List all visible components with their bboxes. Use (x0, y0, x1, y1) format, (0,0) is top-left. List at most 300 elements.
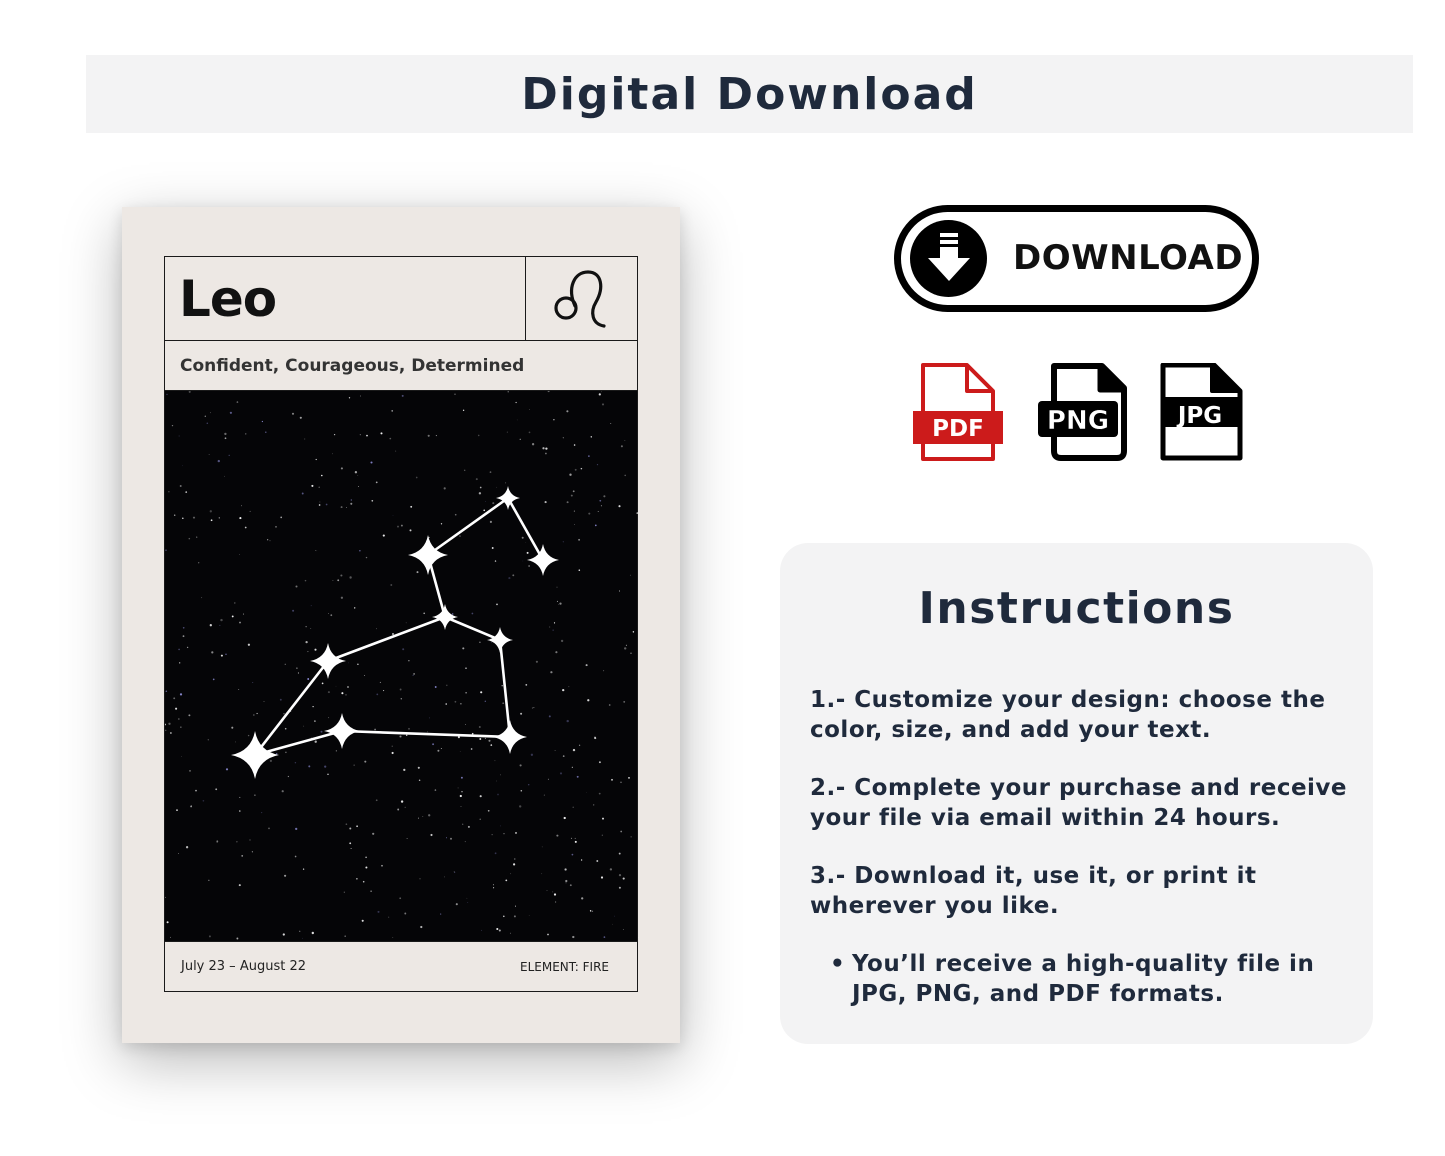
instructions-title: Instructions (918, 583, 1235, 634)
background-star (441, 748, 442, 749)
background-star (485, 738, 486, 739)
background-star (460, 703, 462, 705)
background-star (408, 728, 410, 730)
background-star (490, 471, 492, 473)
background-star (392, 752, 394, 754)
footer-row (165, 941, 637, 991)
background-star (230, 412, 232, 414)
background-star (364, 761, 366, 763)
background-star (376, 628, 377, 629)
background-star (446, 685, 447, 686)
background-star (601, 505, 602, 506)
background-star (525, 542, 526, 543)
background-star (476, 478, 478, 480)
background-star (553, 630, 554, 631)
background-star (315, 741, 317, 743)
background-star (225, 437, 227, 439)
background-star (492, 502, 494, 504)
background-star (179, 436, 180, 437)
background-star (573, 490, 575, 492)
background-star (215, 788, 217, 790)
background-star (176, 809, 178, 811)
background-star (534, 707, 535, 708)
background-star (170, 732, 172, 734)
background-star (314, 649, 316, 651)
pdf-label: PDF (932, 416, 984, 442)
background-star (189, 538, 191, 540)
background-star (565, 880, 567, 882)
background-star (285, 752, 286, 753)
background-star (516, 402, 517, 403)
background-star (455, 514, 457, 516)
background-star (491, 642, 492, 643)
background-star (210, 412, 211, 413)
background-star (623, 701, 625, 703)
background-star (624, 475, 626, 477)
background-star (495, 560, 496, 561)
background-star (592, 911, 593, 912)
background-star (420, 926, 422, 928)
background-star (315, 550, 316, 551)
background-star (611, 779, 613, 781)
formats-note-text: You’ll receive a high-quality file in JPG, PNG, and PDF formats. (852, 951, 1315, 1007)
background-star (165, 897, 166, 898)
background-star (216, 840, 218, 842)
background-star (330, 614, 332, 616)
background-star (261, 812, 262, 813)
background-star (490, 521, 492, 523)
background-star (485, 701, 486, 702)
background-star (432, 743, 434, 745)
background-star (288, 776, 289, 777)
background-star (519, 805, 521, 807)
background-star (623, 878, 625, 880)
background-star (620, 831, 622, 833)
background-star (577, 776, 579, 778)
jpg-file-icon (1158, 363, 1244, 467)
background-star (295, 585, 297, 587)
background-star (295, 762, 296, 763)
background-star (238, 689, 239, 690)
background-star (435, 789, 437, 791)
background-star (614, 916, 615, 917)
background-star (239, 517, 241, 519)
background-star (203, 800, 205, 802)
background-star (471, 748, 473, 750)
background-star (464, 470, 465, 471)
background-star (428, 435, 430, 437)
background-star (456, 903, 458, 905)
background-star (548, 391, 550, 392)
background-star (341, 467, 343, 469)
background-star (224, 433, 226, 435)
background-star (620, 781, 622, 783)
background-star (205, 416, 206, 417)
background-star (455, 701, 457, 703)
background-star (578, 539, 580, 541)
background-star (419, 779, 421, 781)
background-star (557, 601, 558, 602)
constellation-star-icon (310, 643, 346, 679)
background-star (399, 897, 401, 899)
background-star (295, 856, 297, 858)
background-star (178, 718, 179, 719)
background-star (522, 537, 524, 539)
background-star (360, 396, 361, 397)
background-star (529, 432, 531, 434)
download-label: DOWNLOAD (1013, 238, 1244, 278)
background-star (347, 686, 349, 688)
background-star (423, 612, 425, 614)
background-star (413, 675, 414, 676)
background-star (586, 664, 588, 666)
background-star (479, 738, 481, 740)
background-star (512, 574, 514, 576)
background-star (365, 856, 367, 858)
instruction-step: 1.- Customize your design: choose the color, size, and add your text. (810, 687, 1326, 743)
background-star (370, 461, 372, 463)
background-star (252, 682, 253, 683)
background-star (418, 818, 419, 819)
background-star (521, 790, 523, 792)
background-star (510, 873, 511, 874)
jpg-label: JPG (1177, 403, 1223, 429)
background-star (237, 401, 239, 403)
background-star (555, 750, 556, 751)
background-star (239, 622, 241, 624)
background-star (235, 741, 236, 742)
background-star (389, 438, 391, 440)
background-star (400, 689, 402, 691)
background-star (468, 826, 470, 828)
background-star (374, 729, 376, 731)
background-star (527, 552, 529, 554)
background-star (488, 810, 490, 812)
background-star (597, 464, 598, 465)
background-star (351, 848, 352, 849)
background-star (480, 795, 482, 797)
background-star (262, 421, 263, 422)
background-star (446, 837, 447, 838)
background-star (265, 431, 266, 432)
background-star (618, 505, 620, 507)
instruction-step: 2.- Complete your purchase and receive your file via email within 24 hours. (810, 775, 1348, 831)
sign-name: Leo (179, 269, 277, 328)
background-star (603, 495, 605, 497)
background-star (390, 584, 392, 586)
background-star (581, 897, 583, 899)
background-star (270, 540, 271, 541)
header-banner (86, 55, 1413, 133)
background-star (357, 475, 358, 476)
background-star (332, 580, 333, 581)
download-button[interactable] (894, 205, 1259, 312)
title-row (165, 257, 637, 341)
background-star (522, 561, 523, 562)
background-star (556, 835, 558, 837)
background-star (444, 487, 446, 489)
background-star (383, 535, 385, 537)
background-star (168, 723, 170, 725)
background-star (401, 525, 403, 527)
background-star (392, 746, 393, 747)
background-star (493, 884, 494, 885)
background-star (514, 858, 515, 859)
background-star (348, 662, 349, 663)
constellation-star-icon (487, 627, 513, 653)
background-star (599, 393, 601, 395)
background-star (326, 504, 328, 506)
background-star (303, 726, 304, 727)
png-label: PNG (1046, 406, 1110, 436)
background-star (413, 673, 415, 675)
background-star (631, 836, 632, 837)
background-star (270, 760, 272, 762)
page-title: Digital Download (521, 68, 978, 120)
formats-note (810, 949, 1355, 1009)
background-star (232, 615, 234, 617)
background-star (549, 627, 550, 628)
background-star (245, 527, 247, 529)
background-star (405, 807, 406, 808)
constellation-star-icon (408, 535, 448, 575)
background-star (554, 893, 556, 895)
background-star (165, 730, 166, 731)
background-star (229, 455, 230, 456)
background-star (189, 770, 190, 771)
background-star (626, 645, 627, 646)
background-star (566, 410, 568, 412)
background-star (460, 751, 461, 752)
background-star (193, 517, 195, 519)
background-star (567, 720, 569, 722)
background-star (275, 526, 276, 527)
background-star (376, 694, 378, 696)
background-star (311, 605, 312, 606)
background-star (563, 541, 564, 542)
background-star (299, 931, 300, 932)
background-star (320, 502, 321, 503)
background-star (529, 409, 530, 410)
background-star (183, 635, 185, 637)
background-star (459, 536, 460, 537)
background-star (549, 715, 551, 717)
background-star (480, 487, 482, 489)
background-star (503, 833, 504, 834)
background-star (250, 511, 251, 512)
background-star (460, 795, 462, 797)
background-star (465, 841, 466, 842)
background-star (545, 501, 547, 503)
background-star (321, 731, 323, 733)
background-star (285, 664, 286, 665)
background-star (510, 933, 511, 934)
background-star (360, 434, 361, 435)
background-star (587, 699, 589, 701)
background-star (571, 495, 573, 497)
background-star (280, 699, 282, 701)
background-star (579, 745, 580, 746)
background-star (630, 575, 631, 576)
background-star (552, 892, 553, 893)
background-star (267, 539, 268, 540)
background-star (328, 613, 329, 614)
background-star (208, 739, 209, 740)
background-star (563, 437, 564, 438)
background-star (249, 839, 250, 840)
background-star (588, 513, 590, 515)
background-star (276, 753, 277, 754)
background-star (571, 838, 572, 839)
background-star (173, 697, 175, 699)
background-star (209, 454, 210, 455)
background-star (239, 797, 240, 798)
background-star (558, 604, 559, 605)
background-star (201, 597, 202, 598)
background-star (566, 883, 567, 884)
background-star (218, 460, 220, 462)
background-star (479, 726, 481, 728)
background-star (334, 434, 335, 435)
background-star (356, 878, 358, 880)
background-star (427, 732, 428, 733)
background-star (183, 627, 185, 629)
background-star (181, 756, 182, 757)
background-star (450, 838, 452, 840)
background-star (392, 937, 393, 938)
leo-symbol-icon (526, 257, 637, 340)
background-star (545, 453, 547, 455)
background-star (357, 664, 359, 666)
background-star (381, 865, 383, 867)
background-star (310, 628, 311, 629)
background-star (341, 506, 343, 508)
background-star (596, 860, 598, 862)
background-star (554, 622, 555, 623)
background-star (479, 492, 481, 494)
background-star (621, 445, 623, 447)
title-cell (165, 257, 526, 340)
background-star (337, 579, 339, 581)
pdf-file-icon (911, 363, 1005, 467)
background-star (567, 501, 569, 503)
background-star (383, 690, 384, 691)
background-star (397, 809, 399, 811)
background-star (355, 471, 357, 473)
background-star (575, 841, 577, 843)
background-star (520, 439, 521, 440)
background-star (170, 937, 171, 938)
background-star (210, 510, 212, 512)
background-star (239, 810, 241, 812)
background-star (305, 580, 307, 582)
background-star (515, 832, 517, 834)
background-star (601, 391, 602, 392)
constellation-star-icon (432, 604, 458, 630)
poster-preview (122, 207, 680, 1043)
background-star (604, 936, 606, 938)
background-star (363, 881, 365, 883)
background-star (393, 515, 394, 516)
background-star (564, 817, 566, 819)
background-star (213, 679, 215, 681)
background-star (371, 500, 373, 502)
download-arrow-icon (910, 220, 987, 297)
background-star (224, 476, 225, 477)
background-star (317, 551, 318, 552)
background-star (445, 703, 447, 705)
background-star (410, 506, 412, 508)
background-star (465, 724, 466, 725)
background-star (311, 485, 313, 487)
background-star (573, 807, 574, 808)
background-star (595, 525, 597, 527)
background-star (388, 917, 389, 918)
background-star (403, 769, 405, 771)
traits-row (165, 341, 637, 391)
background-star (630, 653, 631, 654)
background-star (623, 929, 624, 930)
background-star (579, 569, 581, 571)
background-star (401, 800, 403, 802)
background-star (520, 764, 522, 766)
background-star (581, 859, 582, 860)
background-star (284, 875, 286, 877)
background-star (304, 439, 305, 440)
background-star (496, 604, 498, 606)
background-star (610, 868, 612, 870)
background-star (188, 714, 190, 716)
background-star (211, 651, 213, 653)
background-star (479, 642, 481, 644)
background-star (502, 685, 503, 686)
background-star (465, 667, 467, 669)
background-star (461, 806, 462, 807)
background-star (306, 626, 307, 627)
background-star (602, 835, 603, 836)
background-star (239, 884, 241, 886)
background-star (572, 936, 574, 938)
background-star (178, 649, 180, 651)
background-star (236, 841, 237, 842)
background-star (395, 451, 396, 452)
background-star (241, 505, 242, 506)
background-star (557, 587, 558, 588)
background-star (467, 898, 468, 899)
background-star (480, 819, 481, 820)
background-star (461, 777, 463, 779)
background-star (208, 880, 209, 881)
constellation-star-icon (324, 713, 360, 749)
background-star (625, 440, 626, 441)
constellation-star-icon (231, 731, 279, 779)
background-star (531, 754, 533, 756)
background-star (189, 391, 191, 393)
png-file-icon (1036, 363, 1130, 467)
background-star (354, 765, 355, 766)
background-star (319, 487, 320, 488)
background-star (178, 853, 179, 854)
background-star (195, 790, 197, 792)
background-star (542, 847, 543, 848)
bullet-icon: • (830, 951, 846, 977)
zodiac-card (164, 256, 638, 992)
background-star (307, 651, 308, 652)
background-star (165, 724, 166, 726)
background-star (295, 828, 297, 830)
background-star (285, 728, 287, 730)
background-star (319, 504, 321, 506)
